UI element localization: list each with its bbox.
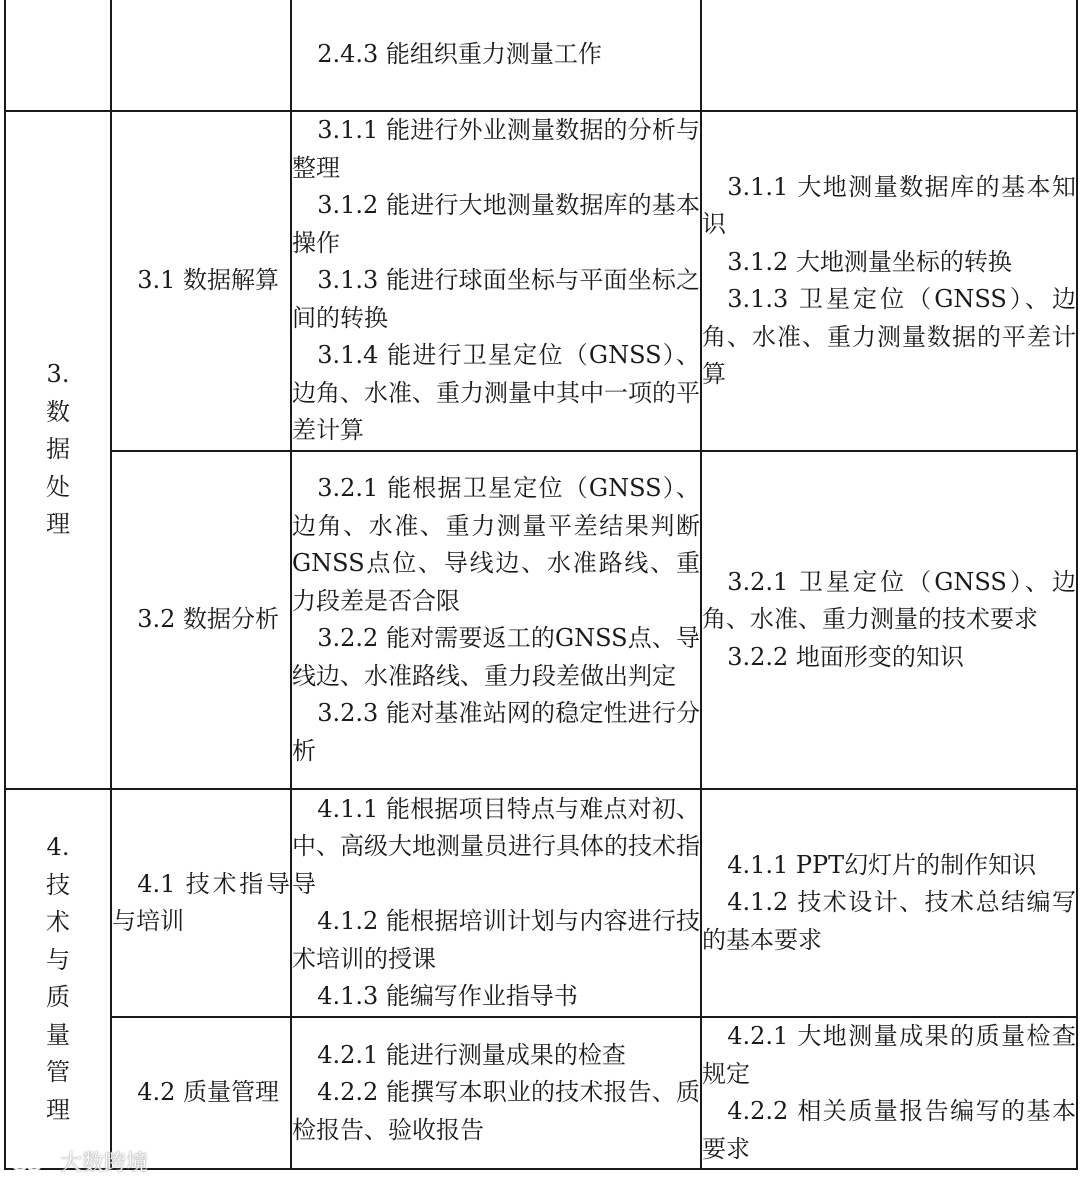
skill-item: 3.1.2 能进行大地测量数据库的基本操作 — [292, 191, 700, 257]
knowledge-item: 3.1.2 大地测量坐标的转换 — [727, 247, 1012, 276]
unit-title: 3.2 数据分析 — [137, 605, 279, 634]
skill-item: 3.1.1 能进行外业测量数据的分析与整理 — [292, 116, 700, 182]
skill-item: 4.1.2 能根据培训计划与内容进行技术培训的授课 — [292, 907, 700, 973]
knowledge-item: 4.2.1 大地测量成果的质量检查规定 — [702, 1022, 1076, 1088]
knowledge-item: 3.2.2 地面形变的知识 — [727, 642, 964, 671]
watermark — [10, 1146, 148, 1177]
module-title — [46, 829, 70, 1129]
module-char: 量 — [46, 1020, 70, 1049]
unit-cell — [111, 451, 291, 789]
knowledge-cell — [701, 111, 1077, 451]
module-cell — [5, 0, 111, 111]
skill-item: 3.2.1 能根据卫星定位（GNSS）、边角、水准、重力测量平差结果判断GNSS点位、导线边、水准路线、重力段差是否合限 — [292, 474, 700, 615]
knowledge-item: 4.1.2 技术设计、技术总结编写的基本要求 — [702, 888, 1076, 954]
unit-title: 4.1 技术指导与培训 — [112, 869, 290, 935]
knowledge-item: 4.1.1 PPT幻灯片的制作知识 — [727, 850, 1037, 879]
module-char: 理 — [46, 1095, 70, 1124]
table-row-2-4 — [5, 0, 1077, 111]
module-char: 理 — [46, 510, 70, 539]
skill-item: 3.2.3 能对基准站网的稳定性进行分析 — [292, 699, 700, 765]
knowledge-item: 4.2.2 相关质量报告编写的基本要求 — [702, 1097, 1076, 1163]
watermark-logo-icon — [10, 1149, 54, 1175]
watermark-text: 大数跨境 — [60, 1151, 149, 1176]
unit-title: 3.1 数据解算 — [137, 266, 279, 295]
knowledge-cell — [701, 1017, 1077, 1169]
knowledge-item: 3.1.3 卫星定位（GNSS）、边角、水准、重力测量数据的平差计算 — [702, 285, 1076, 388]
knowledge-item: 3.2.1 卫星定位（GNSS）、边角、水准、重力测量的技术要求 — [702, 567, 1076, 634]
skill-requirements-cell — [291, 451, 701, 789]
module-char: 术 — [46, 908, 70, 936]
knowledge-item: 3.1.1 大地测量数据库的基本知识 — [702, 172, 1076, 238]
table-row-3-1 — [5, 111, 1077, 451]
skill-item: 3.2.2 能对需要返工的GNSS点、导线边、水准路线、重力段差做出判定 — [292, 624, 700, 690]
table-row-3-2 — [5, 451, 1077, 789]
skill-item: 3.1.4 能进行卫星定位（GNSS）、边角、水准、重力测量中其中一项的平差计算 — [292, 341, 700, 445]
skill-requirements-cell — [291, 0, 701, 111]
skills-table — [4, 0, 1078, 1170]
module-char: 数 — [46, 397, 70, 426]
module-number: 3. — [46, 360, 70, 389]
knowledge-cell — [701, 789, 1077, 1017]
skill-item: 4.1.1 能根据项目特点与难点对初、中、高级大地测量员进行具体的技术指导 — [292, 794, 700, 898]
knowledge-cell — [701, 0, 1077, 111]
skill-requirements-cell — [291, 1017, 701, 1169]
skill-requirements-cell — [291, 789, 701, 1017]
knowledge-cell — [701, 451, 1077, 789]
module-cell-3 — [5, 111, 111, 789]
module-char: 技 — [46, 870, 70, 899]
module-char: 据 — [46, 435, 70, 464]
module-cell-4 — [5, 789, 111, 1169]
module-char: 管 — [46, 1058, 70, 1086]
unit-title: 4.2 质量管理 — [137, 1078, 279, 1107]
skill-item: 4.1.3 能编写作业指导书 — [317, 982, 578, 1010]
skill-item: 4.2.2 能撰写本职业的技术报告、质检报告、验收报告 — [292, 1078, 700, 1144]
unit-cell — [111, 789, 291, 1017]
module-title — [46, 356, 70, 544]
table-row-4-2 — [5, 1017, 1077, 1169]
module-char: 处 — [46, 472, 70, 501]
unit-cell — [111, 111, 291, 451]
module-number: 4. — [46, 833, 70, 861]
skill-item: 2.4.3 能组织重力测量工作 — [317, 40, 602, 69]
module-char: 质 — [46, 983, 70, 1011]
skill-requirements-cell — [291, 111, 701, 451]
skill-item: 3.1.3 能进行球面坐标与平面坐标之间的转换 — [292, 266, 700, 332]
module-char: 与 — [46, 945, 70, 974]
unit-cell — [111, 0, 291, 111]
skill-item: 4.2.1 能进行测量成果的检查 — [317, 1040, 626, 1069]
table-row-4-1 — [5, 789, 1077, 1017]
